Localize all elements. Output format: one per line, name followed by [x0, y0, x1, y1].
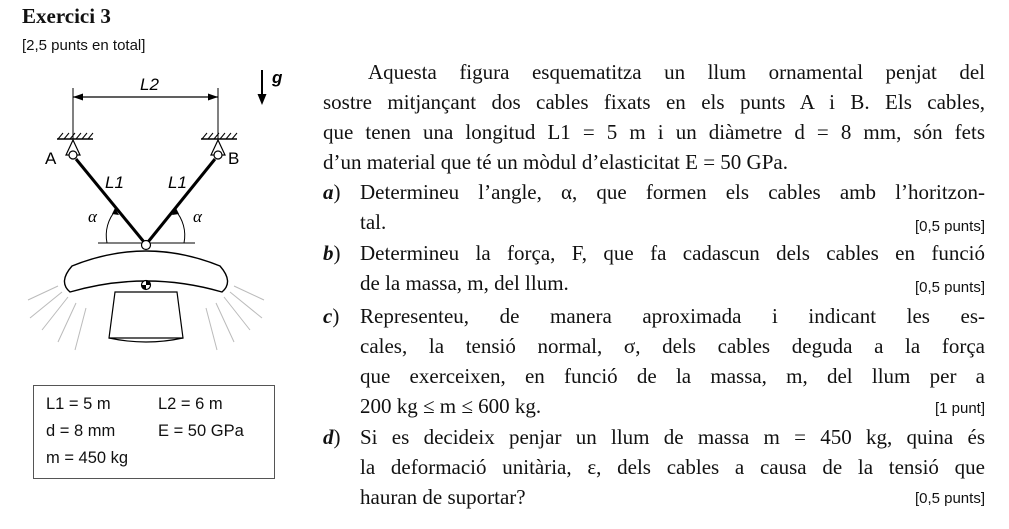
ceiling-hatch-left-icon [57, 133, 93, 139]
question-c-text: Representeu, de manera aproximada i indicant les es- [360, 304, 985, 328]
given-e: E = 50 GPa [158, 422, 244, 440]
total-points: [2,5 punts en total] [22, 37, 146, 54]
cable-joint-icon [142, 241, 151, 250]
question-c-text: cales, la tensió normal, σ, dels cables deguda a la força [360, 334, 985, 358]
alpha-left-label: α [88, 207, 97, 226]
alpha-right-label: α [193, 207, 202, 226]
exercise-title: Exercici 3 [22, 4, 111, 28]
question-d-text: hauran de suportar? [360, 485, 526, 509]
intro-line: sostre mitjançant dos cables fixats en els punts A i B. Els cables, [323, 90, 985, 114]
given-m: m = 450 kg [46, 449, 129, 467]
question-b-text: de la massa, m, del llum. [360, 271, 569, 295]
question-c-label: c) [323, 304, 340, 328]
given-d: d = 8 mm [46, 422, 116, 440]
question-b-points: [0,5 punts] [914, 279, 985, 296]
question-d-text: Si es decideix penjar un llum de massa m = 450 kg, quina és [360, 425, 985, 449]
l1-right-label: L1 [168, 173, 187, 192]
point-a-label: A [45, 149, 57, 168]
lamp-figure [0, 60, 300, 380]
intro-line: d’un material que té un mòdul d’elasticitat E = 50 GPa. [323, 150, 788, 174]
question-d-label: d) [323, 425, 341, 449]
question-a-text: Determineu l’angle, α, que formen els cables amb l’horitzon- [360, 180, 985, 204]
given-data-box [33, 385, 275, 479]
intro-line: Aquesta figura esquematitza un llum ornamental penjat del [368, 60, 985, 84]
question-c-text: 200 kg ≤ m ≤ 600 kg. [360, 394, 542, 418]
alpha-arc-left [106, 210, 116, 243]
question-d-text: la deformació unitària, ε, dels cables a causa de la tensió que [360, 455, 985, 479]
cable-right [148, 159, 215, 242]
intro-line: que tenen una longitud L1 = 5 m i un diàmetre d = 8 mm, són fets [323, 120, 985, 144]
gravity-label: g [272, 68, 283, 87]
question-a-points: [0,5 punts] [914, 218, 985, 235]
l2-arrow-left [73, 94, 83, 101]
l2-label: L2 [140, 75, 159, 94]
point-b-label: B [228, 149, 240, 168]
l2-arrow-right [208, 94, 218, 101]
question-a-label: a) [323, 180, 341, 204]
alpha-arc-right [175, 210, 185, 243]
question-a-text: tal. [360, 210, 387, 234]
bulb-cone [109, 292, 183, 338]
question-b-text: Determineu la força, F, que fa cadascun dels cables en funció [360, 241, 985, 265]
cable-left [76, 159, 144, 242]
question-d-points: [0,5 punts] [914, 490, 985, 507]
question-c-points: [1 punt] [934, 400, 985, 417]
l1-left-label: L1 [105, 173, 124, 192]
ceiling-hatch-right-icon [201, 133, 237, 139]
given-l2: L2 = 6 m [158, 395, 223, 413]
question-c-text: que exerceixen, en funció de la massa, m, del llum per a [360, 364, 985, 388]
given-l1: L1 = 5 m [46, 395, 111, 413]
question-b-label: b) [323, 241, 341, 265]
